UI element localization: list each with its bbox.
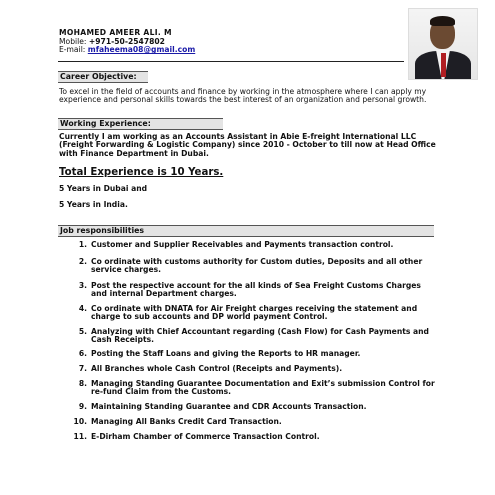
list-item [59, 305, 439, 322]
item-number: 6. [78, 349, 87, 358]
item-text: E-Dirham Chamber of Commerce Transaction Control. [91, 432, 320, 441]
working-experience-text: Currently I am working as an Accounts Assistant in Abie E-freight International LLC (Freight Forwarding & Logistic Company) since 2010 - October to till now at Head Office with Finance Department in Dubai. [59, 132, 436, 158]
job-responsibilities-heading: Job responsibilities [58, 225, 434, 237]
list-item [59, 418, 439, 426]
item-text: All Branches whole Cash Control (Receipts and Payments). [91, 364, 343, 373]
item-text: Customer and Supplier Receivables and Payments transaction control. [91, 240, 394, 249]
item-text: Managing Standing Guarantee Documentation and Exit’s submission Control for re-fund Claim from the Customs. [91, 379, 435, 397]
item-number: 7. [78, 364, 87, 373]
photo-tie [441, 53, 446, 77]
email-label: E-mail: [59, 45, 86, 55]
item-text: Analyzing with Chief Accountant regarding (Cash Flow) for Cash Payments and Cash Receipts. [91, 327, 429, 345]
item-text: Post the respective account for the all kinds of Sea Freight Customs Charges and internal Department charges. [91, 281, 421, 299]
list-item [59, 380, 439, 397]
working-experience-heading: Working Experience: [58, 118, 223, 130]
item-number: 1. [78, 240, 87, 249]
item-number: 11. [73, 432, 87, 441]
contact-header [59, 29, 195, 55]
email-line [59, 46, 195, 55]
total-experience: Total Experience is 10 Years. [59, 167, 224, 178]
mobile-label: Mobile: [59, 36, 87, 46]
list-item [59, 282, 439, 299]
career-objective-text: To excel in the field of accounts and finance by working in the atmosphere where I can apply my experience and personal skills towards the best interest of an organization and personal growth. [59, 87, 427, 105]
item-number: 9. [78, 402, 87, 411]
item-number: 10. [73, 417, 87, 426]
item-text: Co ordinate with customs authority for Custom duties, Deposits and all other service charges. [91, 257, 423, 275]
list-item [59, 350, 439, 358]
list-item [59, 365, 439, 373]
mobile-number: +971-50-2547802 [88, 36, 165, 46]
item-number: 4. [78, 304, 87, 313]
item-text: Managing All Banks Credit Card Transaction. [91, 417, 282, 426]
item-text: Maintaining Standing Guarantee and CDR Accounts Transaction. [91, 402, 367, 411]
years-india: 5 Years in India. [59, 200, 128, 209]
years-dubai: 5 Years in Dubai and [59, 184, 148, 193]
item-text: Co ordinate with DNATA for Air Freight charges receiving the statement and charge to sub accounts and DP world payment Control. [91, 304, 418, 322]
item-text: Posting the Staff Loans and giving the Reports to HR manager. [91, 349, 361, 358]
profile-photo [408, 8, 478, 80]
career-objective-heading: Career Objective: [58, 71, 148, 83]
header-divider [58, 61, 404, 62]
item-number: 8. [78, 379, 87, 388]
email-link[interactable]: mfaheema08@gmail.com [87, 45, 196, 55]
list-item [59, 328, 439, 345]
photo-hair [430, 16, 455, 26]
item-number: 3. [78, 281, 87, 290]
candidate-name: MOHAMED AMEER ALI. M [59, 28, 172, 37]
item-number: 5. [78, 327, 87, 336]
list-item [59, 241, 439, 249]
list-item [59, 403, 439, 411]
item-number: 2. [78, 257, 87, 266]
list-item [59, 433, 439, 441]
list-item [59, 258, 439, 275]
